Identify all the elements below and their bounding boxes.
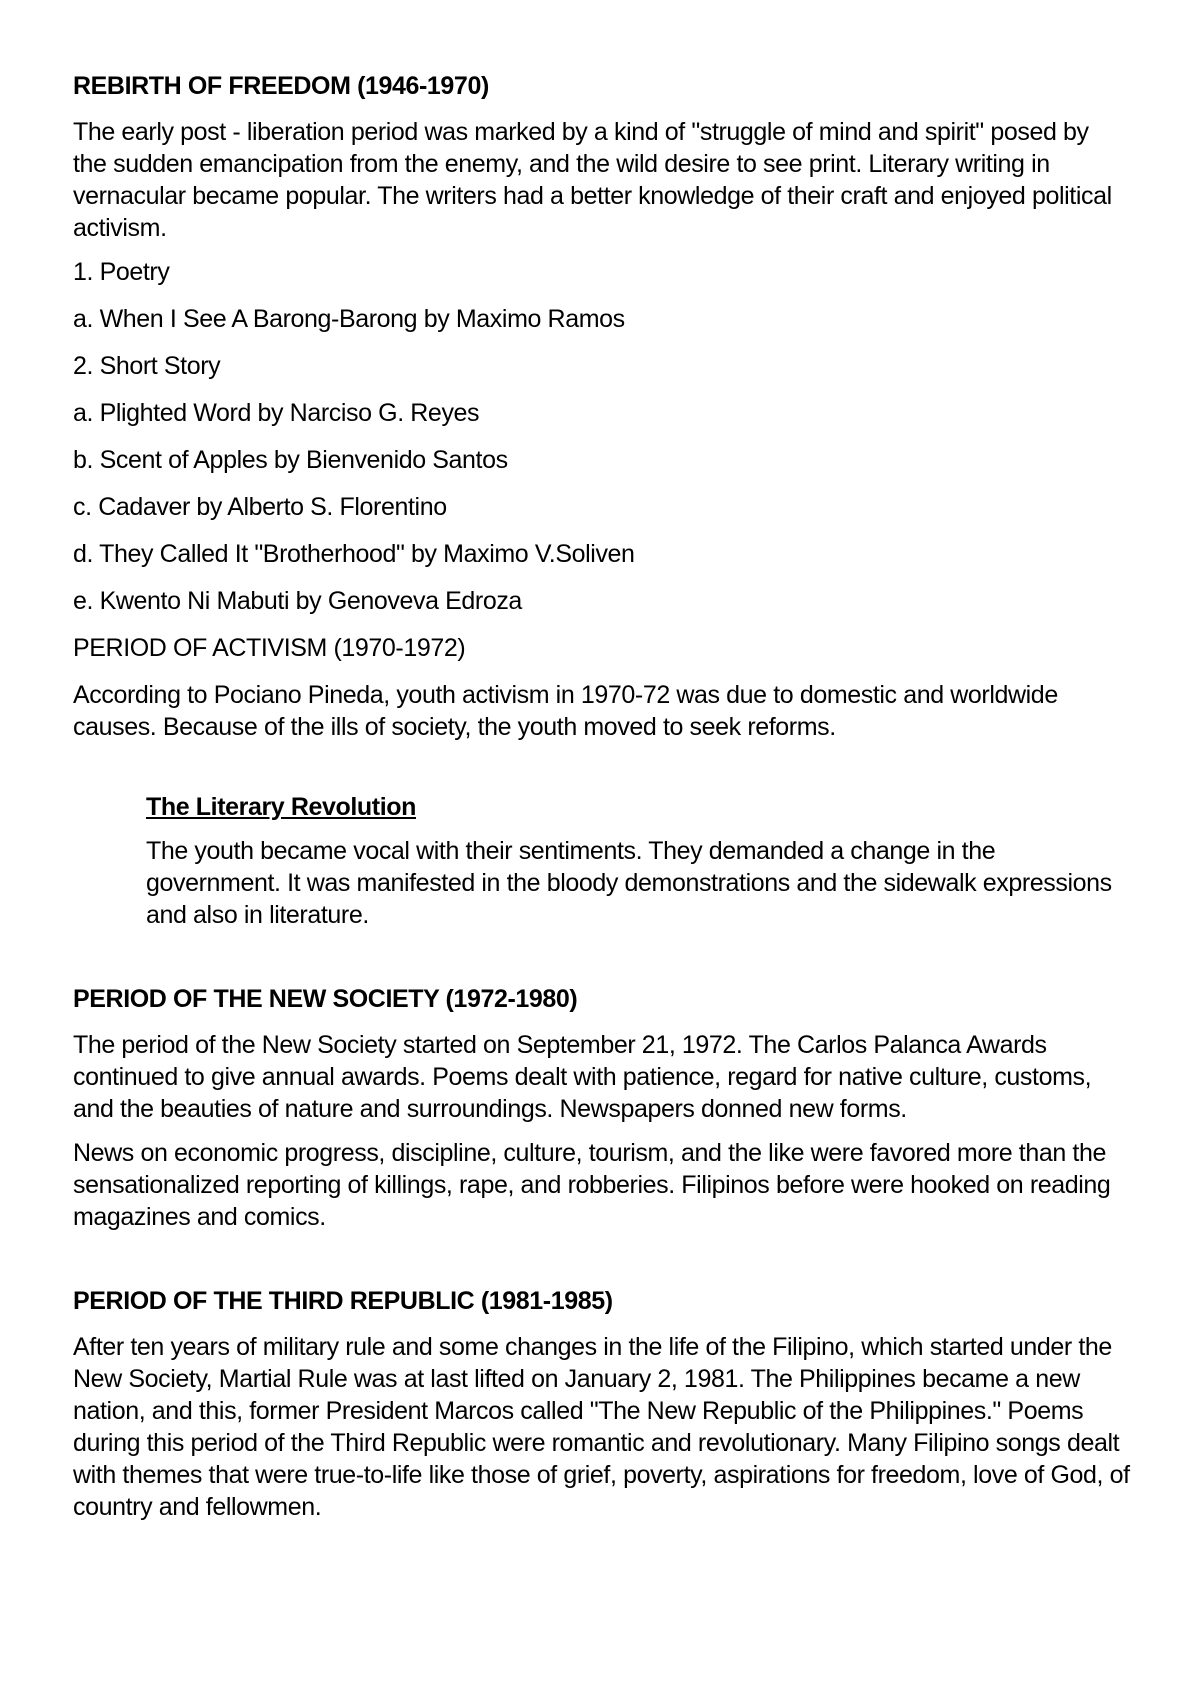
- list-item: b. Scent of Apples by Bienvenido Santos: [73, 446, 508, 474]
- section-heading: PERIOD OF THE NEW SOCIETY (1972-1980): [73, 985, 578, 1013]
- list-item: 1. Poetry: [73, 258, 170, 286]
- section-new-society: [73, 983, 1143, 1233]
- document-page: [73, 70, 1143, 1535]
- list-item: c. Cadaver by Alberto S. Florentino: [73, 493, 447, 521]
- sub-heading: The Literary Revolution: [146, 793, 417, 821]
- section-paragraph: The period of the New Society started on September 21, 1972. The Carlos Palanca Awards continued to give annual awards. Poems dealt with patience, regard for native culture, customs, and the beauties of nature and surroundings. Newspapers donned new forms.: [73, 1031, 1092, 1123]
- section-heading: PERIOD OF ACTIVISM (1970-1972): [73, 634, 466, 662]
- section-period-of-activism: [73, 632, 1143, 931]
- list-item: a. Plighted Word by Narciso G. Reyes: [73, 399, 480, 427]
- section-paragraph: The early post - liberation period was marked by a kind of "struggle of mind and spirit" posed by the sudden emancipation from the enemy, and the wild desire to see print. Literary writing in vernacular became popular. The writers had a better knowledge of their craft and enjoyed political activism.: [73, 118, 1112, 242]
- section-rebirth-of-freedom: [73, 70, 1143, 617]
- list-item: e. Kwento Ni Mabuti by Genoveva Edroza: [73, 587, 522, 615]
- section-paragraph: According to Pociano Pineda, youth activism in 1970-72 was due to domestic and worldwide causes. Because of the ills of society, the youth moved to seek reforms.: [73, 681, 1058, 741]
- section-heading: REBIRTH OF FREEDOM (1946-1970): [73, 72, 489, 100]
- section-paragraph: After ten years of military rule and some changes in the life of the Filipino, which started under the New Society, Martial Rule was at last lifted on January 2, 1981. The Philippines became a new nation, and this, former President Marcos called "The New Republic of the Philippines." Poems during this period of the Third Republic were romantic and revolutionary. Many Filipino songs dealt with themes that were true-to-life like those of grief, poverty, aspirations for freedom, love of God, of country and fellowmen.: [73, 1333, 1130, 1521]
- section-paragraph: News on economic progress, discipline, culture, tourism, and the like were favored more than the sensationalized reporting of killings, rape, and robberies. Filipinos before were hooked on reading magazines and comics.: [73, 1139, 1111, 1231]
- list-item: 2. Short Story: [73, 352, 221, 380]
- literary-revolution-block: [146, 791, 1143, 931]
- list-item: d. They Called It "Brotherhood" by Maximo V.Soliven: [73, 540, 635, 568]
- list-item: a. When I See A Barong-Barong by Maximo Ramos: [73, 305, 625, 333]
- sub-paragraph: The youth became vocal with their sentiments. They demanded a change in the government. It was manifested in the bloody demonstrations and the sidewalk expressions and also in literature.: [146, 837, 1112, 929]
- section-heading: PERIOD OF THE THIRD REPUBLIC (1981-1985): [73, 1287, 613, 1315]
- section-third-republic: [73, 1285, 1143, 1523]
